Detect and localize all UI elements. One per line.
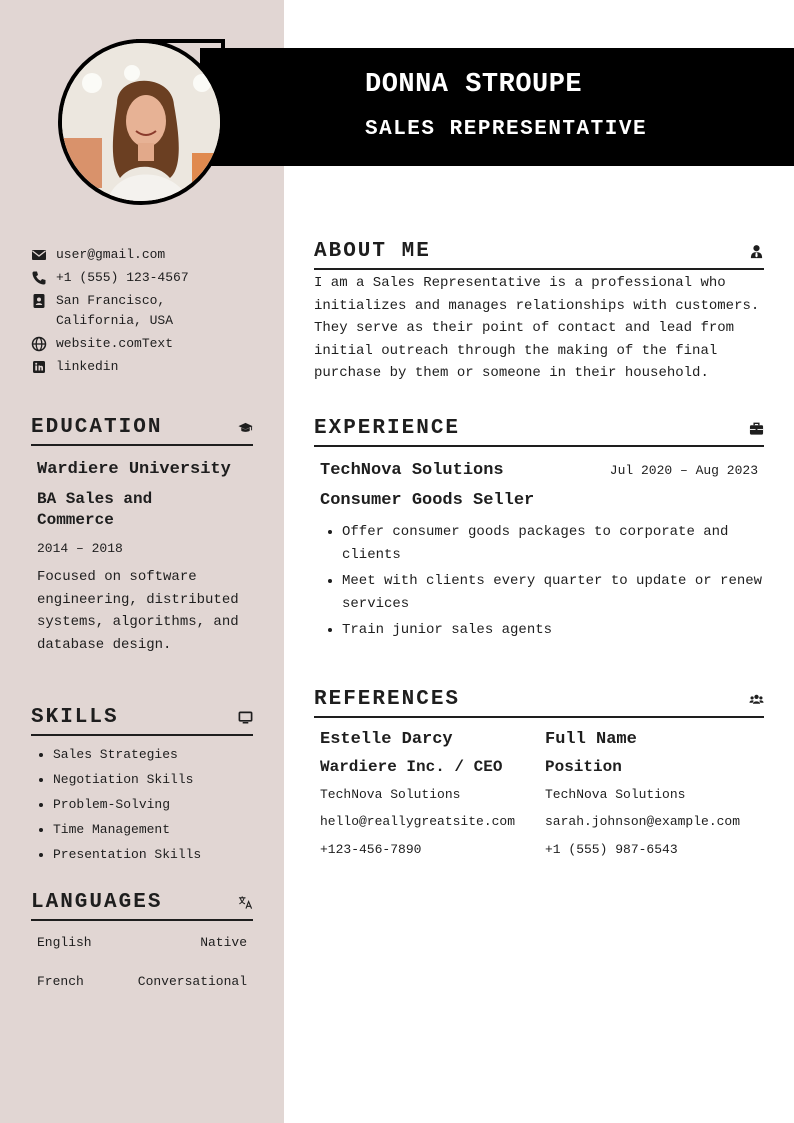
languages-section	[31, 891, 253, 989]
skill-item: • Time Management	[53, 817, 253, 842]
envelope-icon	[31, 247, 47, 263]
experience-section	[314, 417, 764, 645]
reference-position: Wardiere Inc. / CEO	[320, 758, 503, 776]
globe-icon	[31, 336, 47, 352]
education-section	[31, 416, 253, 656]
address-card-icon	[31, 293, 47, 309]
monitor-icon	[238, 710, 253, 725]
reference-card	[539, 730, 764, 857]
contact-email[interactable]	[31, 245, 271, 265]
users-icon	[749, 692, 764, 707]
reference-email[interactable]: hello@reallygreatsite.com	[320, 814, 516, 829]
skill-item: • Problem-Solving	[53, 792, 253, 817]
contact-list	[31, 245, 271, 380]
education-university: Wardiere University	[37, 460, 231, 479]
languages-header	[31, 891, 253, 921]
reference-phone[interactable]: +123-456-7890	[320, 842, 422, 857]
about-header	[314, 240, 764, 270]
language-level: Native	[200, 935, 247, 950]
experience-bullet: • Train junior sales agents	[342, 619, 764, 642]
reference-card	[314, 730, 539, 857]
language-level: Conversational	[137, 974, 247, 989]
language-row	[37, 974, 247, 989]
contact-address	[31, 291, 271, 331]
experience-dates: Jul 2020 – Aug 2023	[609, 463, 758, 478]
education-header	[31, 416, 253, 446]
language-name: English	[37, 935, 92, 950]
skills-section	[31, 706, 253, 867]
contact-website[interactable]	[31, 334, 271, 354]
skills-header	[31, 706, 253, 736]
reference-name: Estelle Darcy	[320, 730, 453, 749]
experience-title: EXPERIENCE	[314, 417, 461, 440]
reference-position: Position	[545, 758, 622, 776]
references-list	[314, 730, 764, 857]
about-section	[314, 240, 764, 385]
experience-header	[314, 417, 764, 447]
education-degree: BA Sales and Commerce	[37, 490, 153, 529]
graduation-cap-icon	[238, 420, 253, 435]
user-tie-icon	[749, 244, 764, 259]
candidate-role: SALES REPRESENTATIVE	[365, 118, 648, 141]
education-years: 2014 – 2018	[37, 541, 123, 556]
experience-company: TechNova Solutions	[320, 461, 504, 480]
reference-phone[interactable]: +1 (555) 987-6543	[545, 842, 678, 857]
reference-email[interactable]: sarah.johnson@example.com	[545, 814, 741, 829]
website-text: website.comText	[56, 336, 174, 351]
experience-entry-header	[320, 461, 758, 480]
references-title: REFERENCES	[314, 688, 461, 711]
portrait-illustration	[62, 43, 224, 205]
reference-name: Full Name	[545, 730, 637, 749]
references-section	[314, 688, 764, 857]
languages-title: LANGUAGES	[31, 891, 163, 914]
linkedin-icon	[31, 359, 47, 375]
linkedin-text: linkedin	[56, 359, 119, 374]
experience-bullet: • Offer consumer goods packages to corporate and clients	[342, 521, 764, 567]
header-banner	[200, 48, 794, 166]
experience-position: Consumer Goods Seller	[320, 491, 535, 510]
experience-bullet: • Meet with clients every quarter to update or renew services	[342, 570, 764, 616]
phone-text: +1 (555) 123-4567	[56, 270, 189, 285]
skills-title: SKILLS	[31, 706, 119, 729]
contact-phone[interactable]	[31, 268, 271, 288]
profile-photo	[58, 39, 224, 205]
language-name: French	[37, 974, 84, 989]
skill-item: • Sales Strategies	[53, 742, 253, 767]
references-header	[314, 688, 764, 718]
education-description: Focused on software engineering, distributed systems, algorithms, and database design.	[37, 569, 239, 653]
email-text: user@gmail.com	[56, 247, 166, 262]
about-title: ABOUT ME	[314, 240, 431, 263]
education-title: EDUCATION	[31, 416, 163, 439]
contact-linkedin[interactable]	[31, 357, 271, 377]
reference-company: TechNova Solutions	[545, 787, 686, 802]
experience-bullets	[314, 521, 764, 642]
profile-photo-frame	[58, 39, 228, 209]
skill-item: • Presentation Skills	[53, 842, 253, 867]
briefcase-icon	[749, 421, 764, 436]
translate-icon	[238, 895, 253, 910]
skill-item: • Negotiation Skills	[53, 767, 253, 792]
about-text: I am a Sales Representative is a professional who initializes and manages relationships with customers. They serve as their point of contact and lead from initial outreach through the making of the final purchase by them or someone in their household.	[314, 275, 760, 381]
language-row	[37, 935, 247, 950]
address-text: San Francisco, California, USA	[56, 293, 174, 328]
reference-company: TechNova Solutions	[320, 787, 461, 802]
phone-icon	[31, 270, 47, 286]
candidate-name: DONNA STROUPE	[365, 70, 583, 100]
skills-list	[31, 742, 253, 867]
